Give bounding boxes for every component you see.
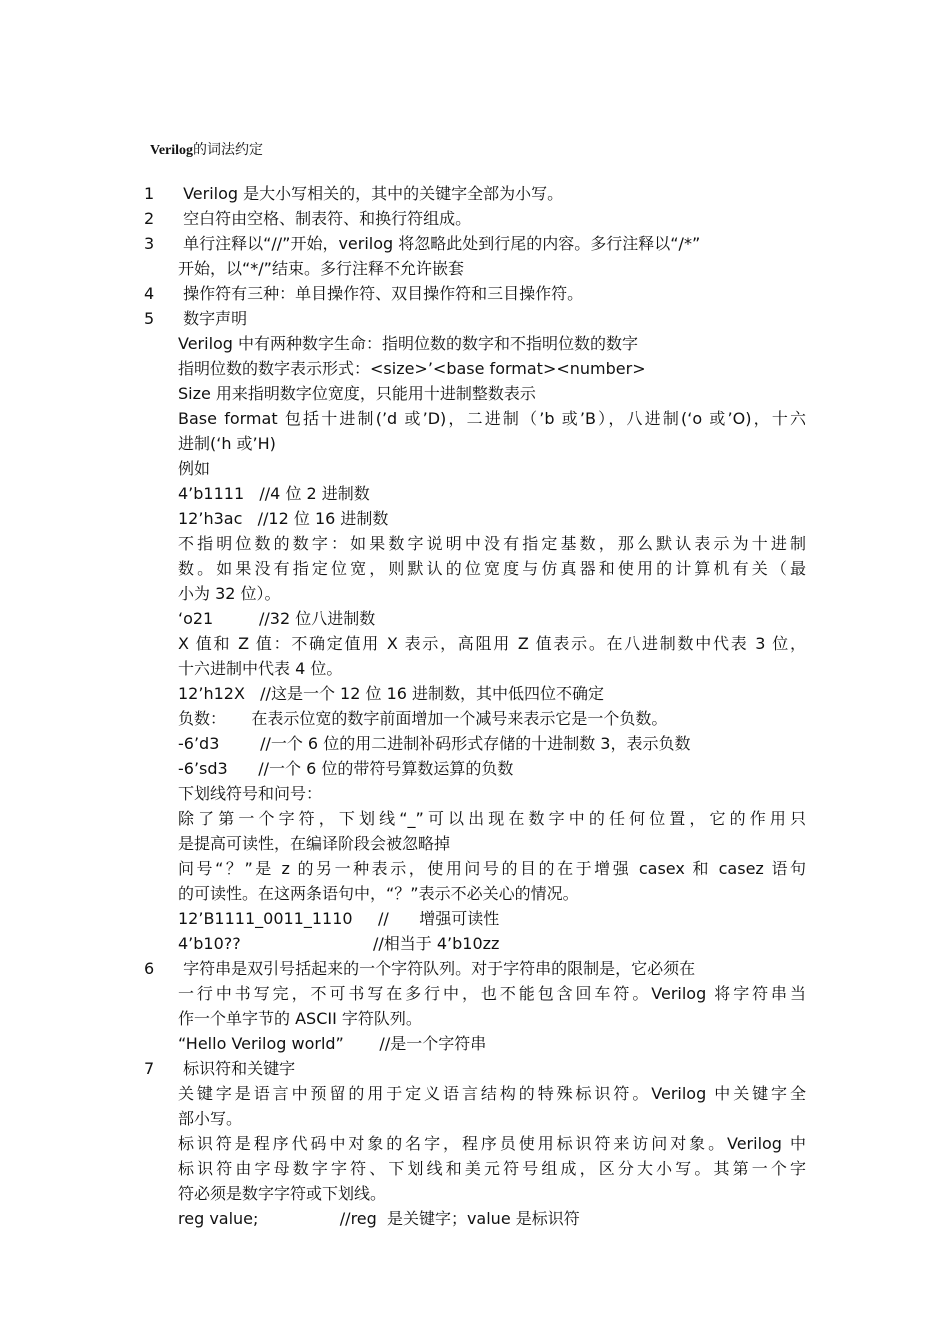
section-heading: 标识符和关键字 [178, 1059, 296, 1078]
section-heading: 数字声明 [178, 309, 248, 328]
section-number: 6 [144, 959, 155, 978]
text-line: 符必须是数字字符或下划线。 [178, 1184, 387, 1203]
section-number: 4 [144, 284, 155, 303]
section-heading: 空白符由空格、制表符、和换行符组成。 [178, 209, 472, 228]
code-line: “Hello Verilog world” //是一个字符串 [178, 1034, 487, 1053]
code-line: 12’h3ac //12 位 16 进制数 [178, 509, 389, 528]
text-line: 例如 [178, 459, 211, 478]
section-number: 5 [144, 309, 155, 328]
text-line: 下划线符号和问号： [178, 784, 323, 803]
text-line: Size 用来指明数字位宽度，只能用十进制整数表示 [178, 384, 536, 403]
code-line: ‘o21 //32 位八进制数 [178, 609, 376, 628]
code-line: -6’d3 //一个 6 位的用二进制补码形式存储的十进制数 3，表示负数 [178, 734, 691, 753]
text-line: 一行中书写完，不可书写在多行中，也不能包含回车符。Verilog 将字符串当 [178, 984, 806, 1003]
text-line: Verilog 中有两种数字生命：指明位数的数字和不指明位数的数字 [178, 334, 639, 353]
text-line: Base format 包括十进制(’d 或’D)，二进制（’b 或’B），八进制(‘o 或’O)，十六 [178, 409, 806, 428]
section-heading: 单行注释以“//”开始，verilog 将忽略此处到行尾的内容。多行注释以“/*” [178, 234, 701, 253]
text-line: 标识符是程序代码中对象的名字，程序员使用标识符来访问对象。Verilog 中 [178, 1134, 806, 1153]
text-line: 不指明位数的数字：如果数字说明中没有指定基数，那么默认表示为十进制 [178, 534, 806, 553]
code-line: 12’B1111_0011_1110 // 增强可读性 [178, 909, 500, 928]
section-number: 7 [144, 1059, 155, 1078]
text-line: 负数： 在表示位宽的数字前面增加一个减号来表示它是一个负数。 [178, 709, 668, 728]
title-zh: 的词法约定 [193, 142, 264, 158]
text-line: 作一个单字节的 ASCII 字符队列。 [178, 1009, 422, 1028]
text-line: 问号“？”是 z 的另一种表示，使用问号的目的在于增强 casex 和 casez 语句 [178, 859, 806, 878]
text-line: 部小写。 [178, 1109, 243, 1128]
code-line: reg value; //reg 是关键字；value 是标识符 [178, 1209, 580, 1228]
title-en: Verilog [150, 143, 194, 158]
section-number: 2 [144, 209, 155, 228]
text-line: 除了第一个字符，下划线“_”可以出现在数字中的任何位置，它的作用只 [178, 809, 806, 828]
section-heading: Verilog 是大小写相关的，其中的关键字全部为小写。 [178, 184, 564, 203]
document-title [150, 140, 263, 161]
text-line: 指明位数的数字表示形式：<size>’<base format><number> [178, 359, 646, 378]
text-line: 小为 32 位）。 [178, 584, 281, 603]
text-line: 十六进制中代表 4 位。 [178, 659, 343, 678]
text-line: 开始，以“*/”结束。多行注释不允许嵌套 [178, 259, 464, 278]
text-line: 的可读性。在这两条语句中，“？”表示不必关心的情况。 [178, 884, 579, 903]
text-line: 进制(‘h 或’H) [178, 434, 276, 453]
code-line: 4’b10?? //相当于 4’b10zz [178, 934, 500, 953]
section-number: 3 [144, 234, 155, 253]
text-line: 数。如果没有指定位宽，则默认的位宽度与仿真器和使用的计算机有关（最 [178, 559, 806, 578]
code-line: 4’b1111 //4 位 2 进制数 [178, 484, 370, 503]
section-heading: 操作符有三种：单目操作符、双目操作符和三目操作符。 [178, 284, 584, 303]
section-heading: 字符串是双引号括起来的一个字符队列。对于字符串的限制是，它必须在 [178, 959, 696, 978]
code-line: 12’h12X //这是一个 12 位 16 进制数，其中低四位不确定 [178, 684, 605, 703]
text-line: 标识符由字母数字字符、下划线和美元符号组成，区分大小写。其第一个字 [178, 1159, 806, 1178]
text-line: 是提高可读性，在编译阶段会被忽略掉 [178, 834, 451, 853]
text-line: 关键字是语言中预留的用于定义语言结构的特殊标识符。Verilog 中关键字全 [178, 1084, 806, 1103]
section-number: 1 [144, 184, 155, 203]
code-line: -6’sd3 //一个 6 位的带符号算数运算的负数 [178, 759, 514, 778]
text-line: X 值和 Z 值：不确定值用 X 表示，高阻用 Z 值表示。在八进制数中代表 3 位， [178, 634, 806, 653]
